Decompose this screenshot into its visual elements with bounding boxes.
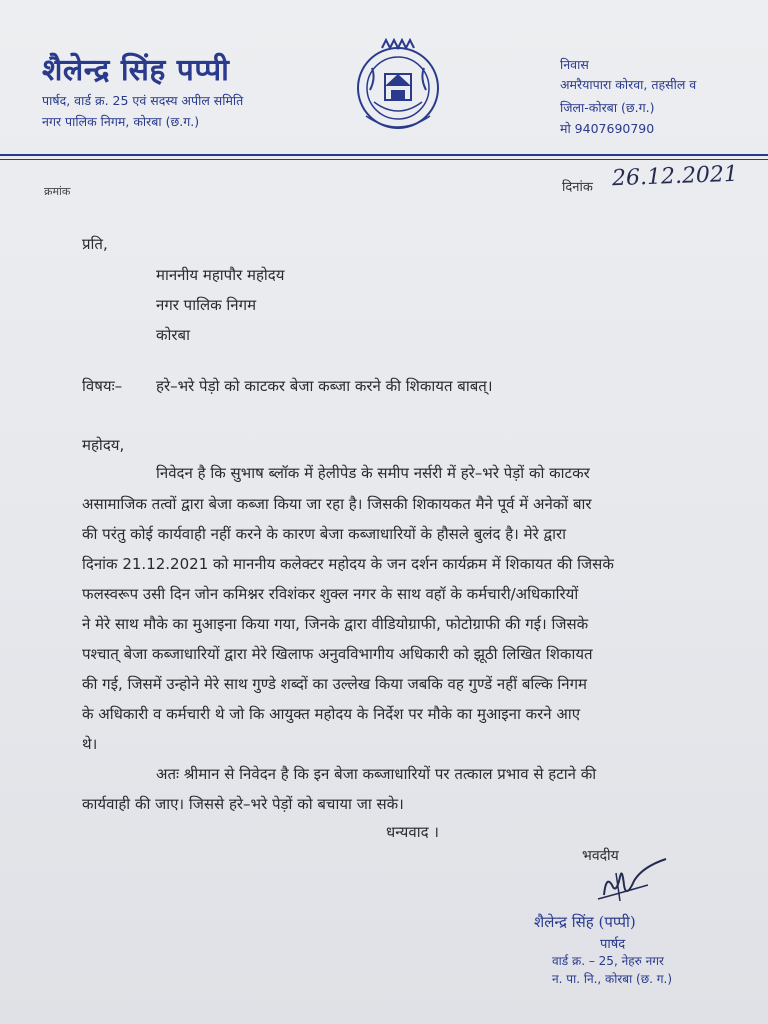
phone-number: मो 9407690790 <box>560 121 655 136</box>
address-line: अमरैयापारा कोरवा, तहसील व <box>560 77 697 92</box>
body-line: निवेदन है कि सुभाष ब्लॉक में हेलीपेड के समीप नर्सरी में हरे–भरे पेड़ों को काटकर <box>156 464 590 482</box>
body-line: अतः श्रीमान से निवेदन है कि इन बेजा कब्जाधारियों पर तत्काल प्रभाव से हटाने की <box>156 765 597 783</box>
reference-number-label: क्रमांक <box>44 185 71 198</box>
body-line: की गई, जिसमें उन्होने मेरे साथ गुण्डे शब्दों का उल्लेख किया जबकि वह गुण्डें नहीं बल्कि निगम <box>82 675 587 693</box>
body-line: फलस्वरूप उसी दिन जोन कमिश्नर रविशंकर शुक्ल नगर के साथ वहॉ के कर्मचारी/अधिकारियों <box>82 585 579 603</box>
handwritten-signature <box>590 855 670 915</box>
body-line: ने मेरे साथ मौके का मुआइना किया गया, जिनके द्वारा वीडियोग्राफी, फोटोग्राफी की गई। जिसके <box>82 615 589 633</box>
recipient-organization: नगर पालिक निगम <box>156 296 257 314</box>
letterhead-organization: नगर पालिक निगम, कोरबा (छ.ग.) <box>42 114 200 129</box>
salutation: महोदय, <box>82 436 125 454</box>
body-line: थे। <box>82 735 98 753</box>
date-handwritten: 26.12.2021 <box>611 161 739 192</box>
yours-faithfully: भवदीय <box>582 848 619 864</box>
signatory-organization: न. पा. नि., कोरबा (छ. ग.) <box>552 972 673 986</box>
corporation-emblem-seal <box>352 38 444 138</box>
address-label: निवास <box>560 57 589 72</box>
body-line: के अधिकारी व कर्मचारी थे जो कि आयुक्त महोदय के निर्देश पर मौके का मुआइना करने आए <box>82 705 580 723</box>
signatory-title: पार्षद <box>600 937 626 952</box>
body-line: कार्यवाही की जाए। जिससे हरे–भरे पेड़ों को बचाया जा सके। <box>82 795 404 813</box>
closing-thanks: धन्यवाद । <box>386 823 439 841</box>
header-divider <box>0 154 768 156</box>
subject-text: हरे–भरे पेड़ो को काटकर बेजा कब्जा करने की शिकायत बाबत्। <box>156 377 493 395</box>
signatory-name: शैलेन्द्र सिंह (पप्पी) <box>534 913 636 931</box>
address-district: जिला-कोरबा (छ.ग.) <box>560 100 655 115</box>
to-label: प्रति, <box>82 235 108 253</box>
recipient-title: माननीय महापौर महोदय <box>156 266 285 284</box>
letterhead-designation: पार्षद, वार्ड क्र. 25 एवं सदस्य अपील समिति <box>42 93 244 108</box>
body-line: की परंतु कोई कार्यवाही नहीं करने के कारण बेजा कब्जाधारियों के हौसले बुलंद है। मेरे द्वारा <box>82 525 567 543</box>
subject-label: विषयः– <box>82 377 123 395</box>
body-line: पश्चात् बेजा कब्जाधारियों द्वारा मेरे खिलाफ अनुवविभागीय अधिकारी को झूठी लिखित शिकायत <box>82 645 593 663</box>
recipient-city: कोरबा <box>156 326 190 344</box>
header-divider-thin <box>0 159 768 160</box>
body-line: दिनांक 21.12.2021 को माननीय कलेक्टर महोदय के जन दर्शन कार्यक्रम में शिकायत की जिसके <box>82 555 614 573</box>
letterhead-name: शैलेन्द्र सिंह पप्पी <box>42 53 230 88</box>
body-line: असामाजिक तत्वों द्वारा बेजा कब्जा किया जा रहा है। जिसकी शिकायकत मैने पूर्व में अनेकों बार <box>82 495 592 513</box>
date-label: दिनांक <box>562 180 593 195</box>
signatory-ward: वार्ड क्र. – 25, नेहरु नगर <box>552 954 664 968</box>
